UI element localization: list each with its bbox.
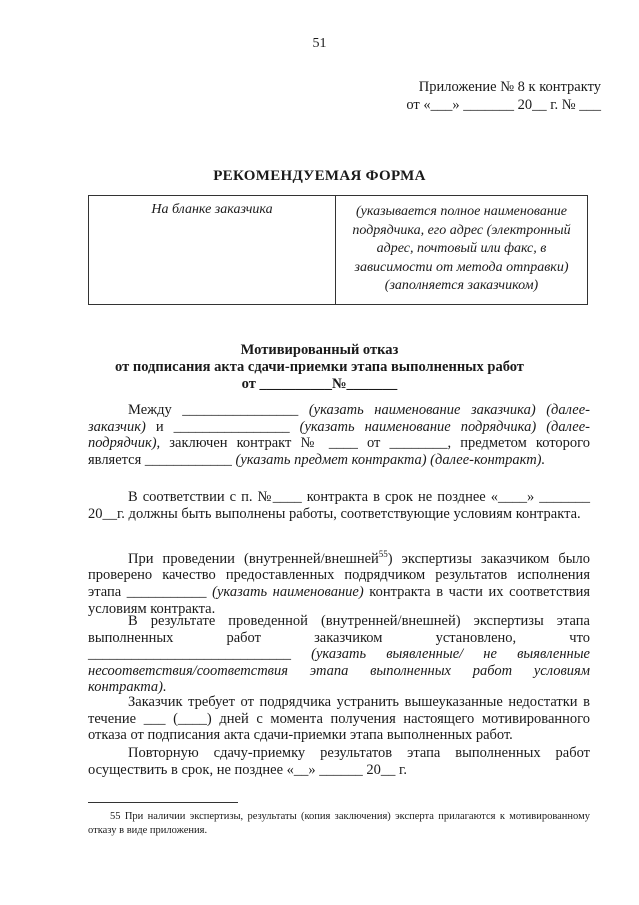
paragraph-deadline: В соответствии с п. №____ контракта в срок не позднее «____» _______ 20__г. должны быть выполнены работы, соответствующие условиям контракта. xyxy=(88,489,590,522)
recommended-form-heading: РЕКОМЕНДУЕМАЯ ФОРМА xyxy=(213,168,426,184)
page-number: 51 xyxy=(312,36,327,51)
paragraph-requirement: Заказчик требует от подрядчика устранить вышеуказанные недостатки в течение ___ (____) дней с момента получения настоящего мотивированного отказа от подписания акта сдачи-приемки этапа выполненных работ. xyxy=(88,694,590,744)
footnote-divider xyxy=(88,802,238,803)
document-title-line-1: Мотивированный отказ xyxy=(240,342,399,358)
contractor-details-cell: (указывается полное наименование подрядчика, его адрес (электронный адрес, почтовый или факс, в зависимости от метода отправки) (заполняется заказчиком) xyxy=(352,204,571,293)
appendix-line-2: от «___» _______ 20__ г. № ___ xyxy=(406,97,601,113)
customer-letterhead-cell: На бланке заказчика xyxy=(89,196,336,304)
form-header-table xyxy=(88,195,588,305)
footnote-55: 55 При наличии экспертизы, результаты (копия заключения) эксперта прилагаются к мотивированному отказу в виде приложения. xyxy=(88,811,590,836)
document-title-line-2: от подписания акта сдачи-приемки этапа выполненных работ xyxy=(115,359,524,375)
document-title-line-3: от __________№_______ xyxy=(241,376,398,392)
paragraph-expertise: При проведении (внутренней/внешней$^{55}$) экспертизы заказчиком было проверено качество предоставленных подрядчиком результатов исполнения этапа ___________ (указать наименование) контракта в части их соответствия условиям контракта. xyxy=(88,549,590,617)
appendix-line-1: Приложение № 8 к контракту xyxy=(418,79,601,95)
paragraph-findings: В результате проведенной (внутренней/внешней) экспертизы этапа выполненных работ заказчиком установлено, что ____________________________ (указать выявленные/ не выявленные несоответствия/соответствия этапа выполненных работ условиям контракта). xyxy=(88,613,590,696)
paragraph-parties: Между ________________ (указать наименование заказчика) (далее-заказчик) и ________________ (указать наименование подрядчика) (далее-подрядчик), заключен контракт № ____ от ________, предметом которого является ____________ (указать предмет контракта) (далее-контракт). xyxy=(88,402,590,468)
paragraph-resubmission: Повторную сдачу-приемку результатов этапа выполненных работ осуществить в срок, не позднее «__» ______ 20__ г. xyxy=(88,745,590,778)
